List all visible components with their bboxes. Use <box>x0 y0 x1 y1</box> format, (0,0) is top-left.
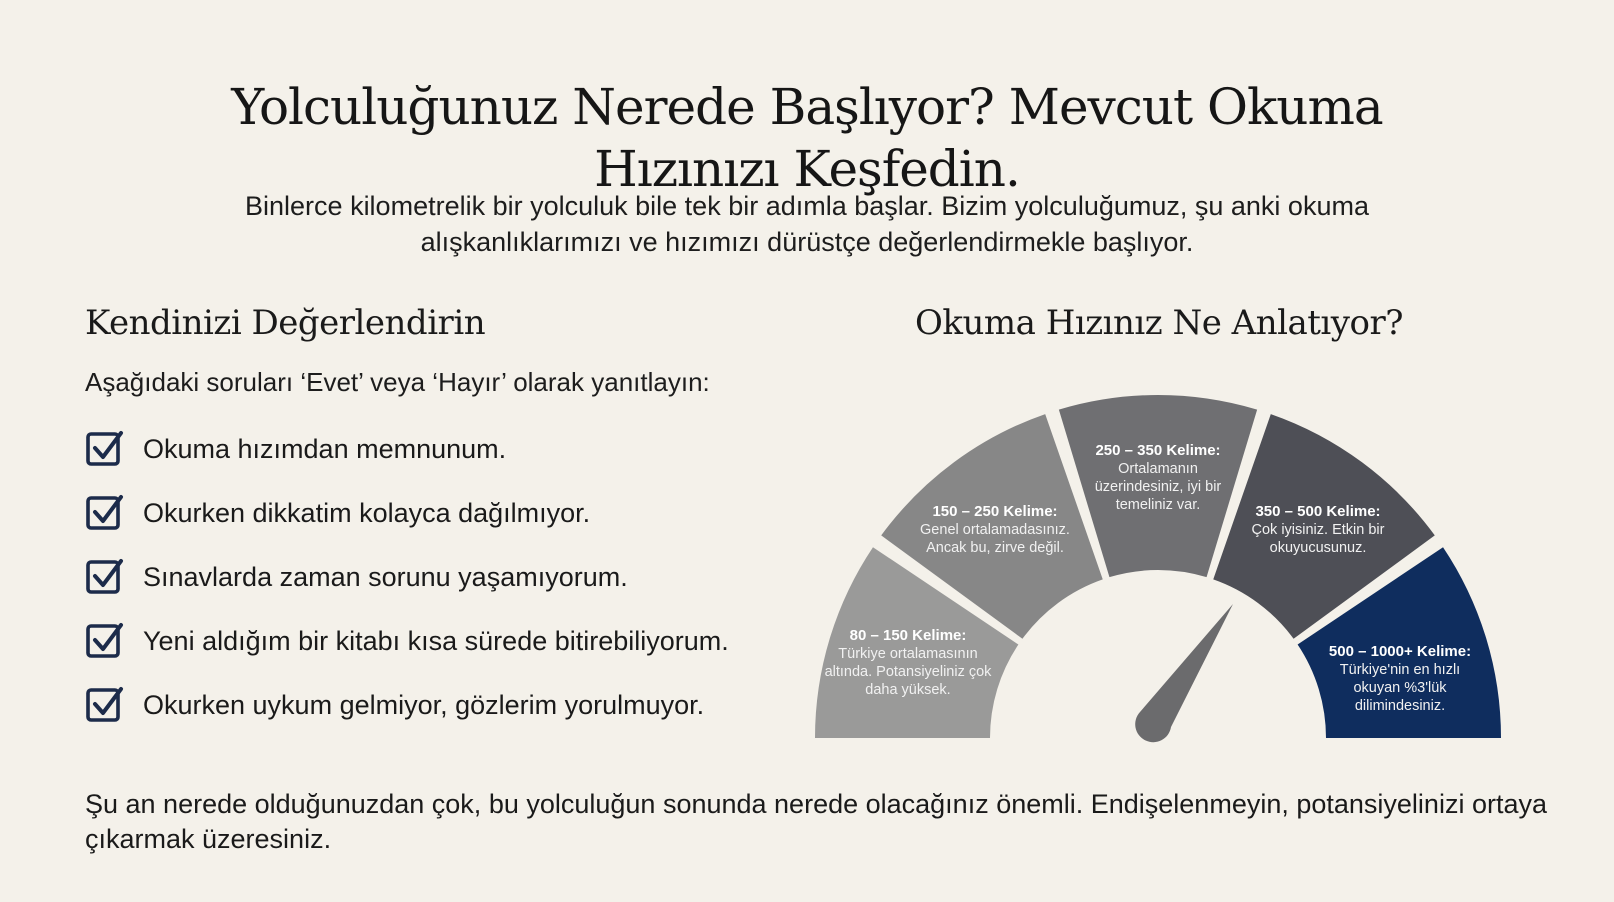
gauge-segment-label-4 <box>1233 503 1403 557</box>
segment-desc: Ortalamanın üzerindesiniz, iyi bir temeliniz var. <box>1094 461 1222 513</box>
checklist-item-label: Okuma hızımdan memnunum. <box>143 433 507 464</box>
segment-range: 80 – 150 Kelime: <box>849 627 967 644</box>
segment-range: 150 – 250 Kelime: <box>932 503 1058 520</box>
gauge-segment-label-3 <box>1073 442 1243 514</box>
checklist-item-label: Sınavlarda zaman sorunu yaşamıyorum. <box>143 561 628 592</box>
segment-desc: Çok iyisiniz. Etkin bir okuyucusunuz. <box>1251 522 1385 556</box>
closing-paragraph: Şu an nerede olduğunuzdan çok, bu yolculuğun sonunda nerede olacağınız önemli. Endişelenmeyin, potansiyelinizi ortaya çıkarmak üzeresiniz. <box>85 789 1547 854</box>
segment-range: 350 – 500 Kelime: <box>1255 503 1381 520</box>
segment-range: 500 – 1000+ Kelime: <box>1328 643 1472 660</box>
segment-desc: Genel ortalamadasınız. Ancak bu, zirve değil. <box>920 522 1070 556</box>
title-line-2: Hızınızı Keşfedin. <box>594 139 1020 198</box>
checklist-item-label: Yeni aldığım bir kitabı kısa sürede bitirebiliyorum. <box>143 625 729 656</box>
self-assessment-heading: Kendinizi Değerlendirin <box>85 303 486 343</box>
intro-line-2: alışkanlıklarımızı ve hızımızı dürüstçe değerlendirmekle başlıyor. <box>420 227 1194 257</box>
intro-line-1: Binlerce kilometrelik bir yolculuk bile tek bir adımla başlar. Bizim yolculuğumuz, şu anki okuma <box>245 191 1369 221</box>
segment-range: 250 – 350 Kelime: <box>1095 442 1221 459</box>
gauge-needle-icon <box>1135 604 1233 742</box>
checklist-item-label: Okurken uykum gelmiyor, gözlerim yorulmuyor. <box>143 689 705 720</box>
gauge-heading: Okuma Hızınız Ne Anlatıyor? <box>915 303 1403 343</box>
gauge-segment-label-1 <box>823 627 993 699</box>
gauge-segment-label-5 <box>1315 643 1485 715</box>
checklist-item-label: Okurken dikkatim kolayca dağılmıyor. <box>143 497 591 528</box>
segment-desc: Türkiye'nin en hızlı okuyan %3'lük dilimindesiniz. <box>1339 662 1461 714</box>
self-assessment-instruction: Aşağıdaki soruları ‘Evet’ veya ‘Hayır’ olarak yanıtlayın: <box>85 367 710 397</box>
gauge-segment-label-2 <box>910 503 1080 557</box>
segment-desc: Türkiye ortalamasının altında. Potansiyeliniz çok daha yüksek. <box>824 646 992 698</box>
title-line-1: Yolculuğunuz Nerede Başlıyor? Mevcut Okuma <box>231 77 1383 136</box>
